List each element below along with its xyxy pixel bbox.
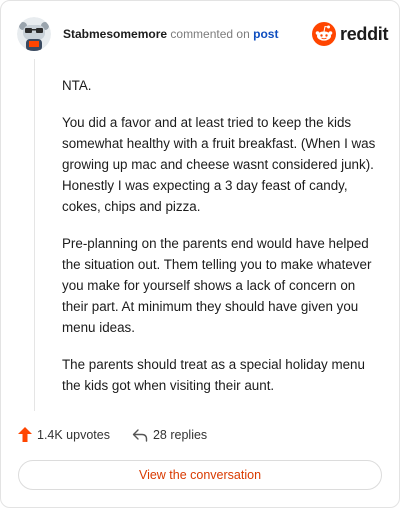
comment-paragraph: You did a favor and at least tried to keep the kids somewhat healthy with a fruit breakfast. (When I was growing up mac and cheese wasnt considered junk). Honestly I was expecting a 3 day feast of candy, cokes, chips and pizza.	[62, 115, 376, 214]
post-link[interactable]: post	[253, 27, 279, 41]
upvote-arrow-icon	[18, 427, 32, 442]
avatar-snoo-icon	[17, 17, 51, 51]
action-text: commented on	[170, 27, 250, 41]
comment-body	[62, 75, 382, 412]
reply-arrow-icon	[132, 428, 148, 442]
replies-button[interactable]	[132, 428, 207, 442]
comment-actions	[18, 427, 207, 442]
avatar[interactable]	[17, 17, 51, 51]
brand-wordmark: reddit	[340, 23, 389, 44]
upvote-count: 1.4K upvotes	[37, 427, 110, 442]
upvote-button[interactable]	[18, 427, 110, 442]
comment-meta	[63, 27, 278, 41]
comment-paragraph: Pre-planning on the parents end would have helped the situation out. Them telling you to make whatever you make for yourself shows a lack of concern on their part. At minimum they should have given you menu ideas.	[62, 236, 372, 335]
reddit-logo-icon	[312, 22, 336, 46]
comment-paragraph: NTA.	[62, 78, 92, 93]
view-conversation-button[interactable]: View the conversation	[18, 460, 382, 490]
reply-count: 28 replies	[152, 427, 208, 442]
reddit-logo[interactable]	[312, 22, 388, 46]
thread-line	[34, 59, 35, 411]
comment-paragraph: The parents should treat as a special holiday menu the kids got when visiting their aunt.	[62, 357, 365, 393]
username[interactable]: Stabmesomemore	[63, 27, 168, 41]
